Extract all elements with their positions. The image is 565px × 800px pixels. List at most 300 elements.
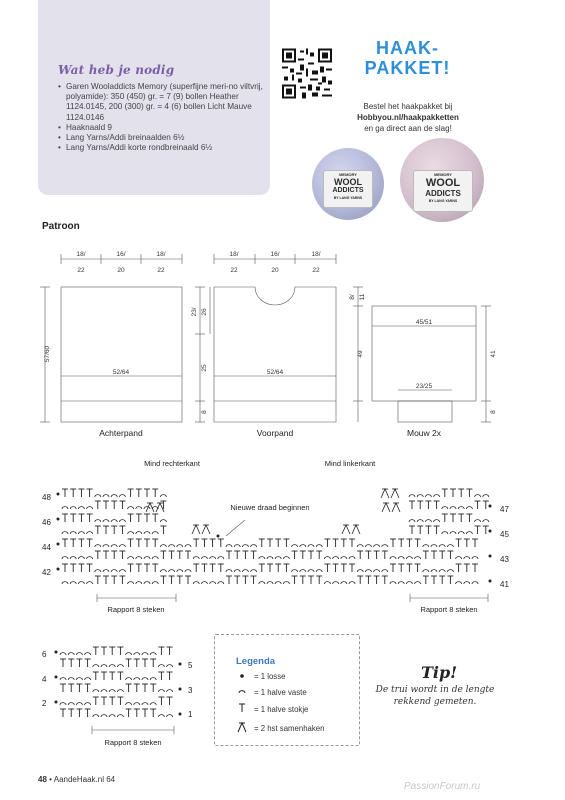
slip-stitch <box>466 507 472 509</box>
slip-stitch <box>109 665 115 667</box>
watermark: PassionForum.ru <box>404 781 481 792</box>
magazine-name: AandeHaak.nl 64 <box>53 775 116 784</box>
slip-stitch <box>300 570 306 572</box>
slip-stitch <box>70 532 76 534</box>
materials-title: Wat heb je nodig <box>58 63 175 77</box>
slip-stitch <box>117 665 123 667</box>
decrease-stitch <box>381 489 389 498</box>
chain-stitch <box>217 535 220 538</box>
slip-stitch <box>111 570 117 572</box>
page-number: 48 <box>38 775 47 784</box>
slip-stitch <box>417 520 423 522</box>
slip-stitch <box>101 690 107 692</box>
slip-stitch <box>150 678 156 680</box>
chart-note: Nieuwe draad beginnen <box>230 503 310 512</box>
decrease-stitch <box>202 525 210 534</box>
slip-stitch <box>431 570 437 572</box>
sleeve-label: Mouw 2x <box>406 428 442 438</box>
legend-item: = 1 halve vaste <box>254 688 307 697</box>
front-width-label: 52/64 <box>266 369 284 376</box>
slip-stitch <box>472 582 478 584</box>
slip-stitch <box>126 653 132 655</box>
slip-stitch <box>142 653 148 655</box>
slip-stitch <box>234 545 240 547</box>
chain-stitch <box>55 651 58 654</box>
slip-stitch <box>292 545 298 547</box>
slip-stitch <box>76 678 82 680</box>
slip-stitch <box>144 507 150 509</box>
slip-stitch <box>68 678 74 680</box>
slip-stitch <box>158 665 164 667</box>
back-width-label: 52/64 <box>112 369 130 376</box>
row-number: 42 <box>42 568 51 577</box>
row-number: 46 <box>42 518 51 527</box>
dim-label: 18/ <box>156 251 166 258</box>
slip-stitch <box>111 520 117 522</box>
footer-bullet: • <box>49 775 52 784</box>
slip-stitch <box>134 653 140 655</box>
slip-stitch <box>442 507 448 509</box>
slip-stitch <box>167 665 173 667</box>
qr-code-icon[interactable] <box>282 46 332 101</box>
front-rib-label: 8 <box>201 410 208 414</box>
slip-stitch <box>218 557 224 559</box>
dim-label: 18/ <box>311 251 321 258</box>
slip-stitch <box>169 570 175 572</box>
sleeve-height-label: 49 <box>357 350 364 358</box>
back-panel <box>61 287 182 422</box>
slip-stitch <box>111 495 117 497</box>
slip-stitch <box>425 495 431 497</box>
slip-stitch <box>62 532 68 534</box>
slip-stitch <box>357 545 363 547</box>
slip-stitch <box>95 495 101 497</box>
slip-stitch <box>308 545 314 547</box>
slip-stitch <box>406 557 412 559</box>
slip-stitch <box>160 495 166 497</box>
slip-stitch <box>78 557 84 559</box>
slip-stitch <box>136 507 142 509</box>
slip-stitch <box>431 545 437 547</box>
slip-stitch <box>242 570 248 572</box>
dim-label: 22 <box>312 267 320 274</box>
chain-stitch <box>57 518 60 521</box>
chain-stitch <box>57 493 60 496</box>
slip-stitch <box>475 520 481 522</box>
slip-stitch <box>349 582 355 584</box>
slip-stitch <box>134 678 140 680</box>
dim-label: 22 <box>230 267 238 274</box>
slip-stitch <box>210 582 216 584</box>
yarn-sub: BY LANG YARNS <box>333 196 363 200</box>
chain-stitch <box>489 505 492 508</box>
slip-stitch <box>374 545 380 547</box>
tip-title: Tip! <box>421 663 458 682</box>
slip-stitch <box>300 545 306 547</box>
slip-stitch <box>398 582 404 584</box>
slip-stitch <box>234 570 240 572</box>
slip-stitch <box>87 532 93 534</box>
slip-stitch <box>374 570 380 572</box>
tip-text: De trui wordt in de lengte rekkend gemeten. <box>375 685 495 707</box>
slip-stitch <box>60 678 66 680</box>
slip-stitch <box>93 690 99 692</box>
sleeve-cuff <box>398 401 452 422</box>
slip-stitch <box>160 570 166 572</box>
slip-stitch <box>126 678 132 680</box>
slip-stitch <box>365 545 371 547</box>
slip-stitch <box>117 690 123 692</box>
slip-stitch <box>398 557 404 559</box>
page-footer <box>38 775 115 784</box>
slip-stitch <box>152 532 158 534</box>
decrease-stitch <box>392 503 400 512</box>
slip-stitch <box>267 582 273 584</box>
half-double-icon <box>239 704 245 712</box>
slip-stitch <box>365 570 371 572</box>
slip-stitch <box>458 532 464 534</box>
yarn-brand: MEMORY <box>434 172 452 177</box>
slip-stitch <box>95 570 101 572</box>
sleeve-width2-label: 23/25 <box>415 383 433 390</box>
slip-stitch <box>167 715 173 717</box>
yarn-name: WOOL <box>425 177 461 189</box>
row-number: 1 <box>188 710 193 719</box>
slip-stitch <box>177 545 183 547</box>
chain-stitch <box>489 555 492 558</box>
slip-stitch <box>85 678 91 680</box>
slip-stitch <box>103 520 109 522</box>
legend-item: = 1 halve stokje <box>254 705 309 714</box>
row-number: 45 <box>500 530 509 539</box>
slip-stitch <box>78 507 84 509</box>
slip-stitch <box>333 582 339 584</box>
slip-stitch <box>128 582 134 584</box>
materials-item: • Haaknaald 9 <box>66 123 278 133</box>
slip-stitch <box>111 545 117 547</box>
slip-stitch <box>60 653 66 655</box>
slip-stitch <box>259 582 265 584</box>
chain-stitch <box>489 530 492 533</box>
slip-stitch <box>439 570 445 572</box>
slip-stitch <box>76 703 82 705</box>
slip-stitch <box>160 545 166 547</box>
slip-stitch <box>150 703 156 705</box>
chain-stitch <box>55 701 58 704</box>
dim-label: 18/ <box>76 251 86 258</box>
legend-item: = 1 losse <box>254 672 286 681</box>
repeat-label: Rapport 8 steken <box>420 605 478 614</box>
slip-stitch <box>87 557 93 559</box>
dim-label: 22 <box>157 267 165 274</box>
legend-symbols <box>236 670 356 740</box>
slip-stitch <box>218 582 224 584</box>
row-number: 43 <box>500 555 509 564</box>
slip-stitch <box>423 570 429 572</box>
slip-stitch <box>136 582 142 584</box>
slip-stitch <box>134 703 140 705</box>
slip-stitch <box>458 507 464 509</box>
slip-stitch <box>95 520 101 522</box>
slip-stitch <box>62 557 68 559</box>
slip-stitch <box>390 582 396 584</box>
yarn-name: ADDICTS <box>332 187 364 194</box>
chain-stitch <box>179 688 182 691</box>
slip-stitch <box>158 715 164 717</box>
slip-stitch <box>62 507 68 509</box>
slip-stitch <box>450 507 456 509</box>
slip-stitch <box>109 715 115 717</box>
yarn-name: ADDICTS <box>425 189 461 198</box>
slip-stitch <box>201 582 207 584</box>
slip-stitch <box>341 582 347 584</box>
slip-stitch <box>475 495 481 497</box>
slip-stitch <box>136 557 142 559</box>
slip-stitch <box>68 653 74 655</box>
slip-stitch <box>226 570 232 572</box>
slip-stitch <box>70 582 76 584</box>
back-label: Achterpand <box>99 428 143 438</box>
slip-stitch <box>85 653 91 655</box>
front-h1-label: 26 <box>201 308 208 316</box>
slip-stitch <box>62 582 68 584</box>
slip-stitch <box>464 582 470 584</box>
yarn-brand: MEMORY <box>339 172 357 177</box>
slip-stitch <box>78 532 84 534</box>
slip-stitch <box>144 532 150 534</box>
sleeve-rib-label: 8 <box>490 410 497 414</box>
slip-stitch <box>93 715 99 717</box>
slip-stitch <box>177 570 183 572</box>
yarn-label-mauve <box>413 170 473 212</box>
materials-item: • Garen Wooladdicts Memory (superfijne meri-no viltvrij, polyamide): 350 (450) gr. = 7 (9) bollen Heather 1124.0145, 200 (300) gr. = 4 (6) bollen Licht Mauve 1124.0146 <box>66 82 278 123</box>
slip-stitch <box>251 545 257 547</box>
slip-stitch <box>406 582 412 584</box>
slip-stitch <box>390 557 396 559</box>
slip-stitch <box>357 570 363 572</box>
yarn-name: WOOL <box>334 177 362 187</box>
chain-stitch <box>55 676 58 679</box>
slip-stitch <box>447 570 453 572</box>
decrease-stitch <box>192 525 200 534</box>
slip-stitch <box>292 570 298 572</box>
slip-stitch <box>483 495 489 497</box>
slip-stitch <box>456 582 462 584</box>
slip-stitch <box>450 532 456 534</box>
pattern-heading: Patroon <box>42 221 80 232</box>
chain-icon <box>240 674 244 678</box>
slip-stitch <box>417 495 423 497</box>
legend-item: = 2 hst samenhaken <box>254 724 325 733</box>
slip-stitch <box>349 557 355 559</box>
kit-text-line1: Bestel het haakpakket bij <box>363 102 453 111</box>
slip-stitch <box>144 582 150 584</box>
slip-stitch <box>101 715 107 717</box>
slip-stitch <box>409 520 415 522</box>
slip-stitch <box>442 532 448 534</box>
kit-title-line1: HAAK- <box>376 38 439 58</box>
slip-stitch <box>70 507 76 509</box>
slip-stitch <box>251 570 257 572</box>
slip-stitch <box>382 545 388 547</box>
slip-stitch <box>101 665 107 667</box>
materials-item: • Lang Yarns/Addi breinaalden 6½ <box>66 133 278 143</box>
back-height-label: 57/60 <box>44 345 51 363</box>
slip-stitch <box>128 557 134 559</box>
slip-stitch <box>185 545 191 547</box>
slip-stitch <box>78 582 84 584</box>
slip-stitch <box>275 582 281 584</box>
slip-stitch <box>193 557 199 559</box>
slip-stitch <box>76 653 82 655</box>
slip-stitch <box>93 665 99 667</box>
slip-stitch <box>283 557 289 559</box>
slip-stitch <box>447 545 453 547</box>
slip-stitch <box>423 545 429 547</box>
slip-stitch <box>267 557 273 559</box>
row-number: 41 <box>500 580 509 589</box>
slip-stitch <box>210 557 216 559</box>
dim-label: 20 <box>271 267 279 274</box>
dim-label: 16/ <box>270 251 280 258</box>
slip-stitch <box>308 570 314 572</box>
slip-stitch <box>316 570 322 572</box>
stitch-chart-2 <box>0 645 210 755</box>
slip-stitch <box>144 557 150 559</box>
sleeve-height2-label: 41 <box>490 350 497 358</box>
materials-list <box>56 82 278 153</box>
slip-stitch <box>259 557 265 559</box>
row-number: 44 <box>42 543 51 552</box>
row-number: 2 <box>42 699 47 708</box>
stitch-chart-1 <box>0 450 565 620</box>
slip-stitch <box>409 495 415 497</box>
slip-stitch <box>103 495 109 497</box>
slip-stitch <box>142 678 148 680</box>
repeat-label: Rapport 8 steken <box>107 605 165 614</box>
slip-stitch <box>128 532 134 534</box>
decrease-stitch <box>342 525 350 534</box>
chain-stitch <box>57 568 60 571</box>
slip-stitch <box>160 520 166 522</box>
dim-label: 16/ <box>116 251 126 258</box>
slip-stitch <box>226 545 232 547</box>
slip-stitch <box>103 570 109 572</box>
slip-stitch <box>275 557 281 559</box>
row-number: 47 <box>500 505 509 514</box>
slip-stitch <box>103 545 109 547</box>
slip-stitch <box>333 557 339 559</box>
slip-stitch <box>136 532 142 534</box>
decrease-icon <box>238 723 246 732</box>
slip-stitch <box>119 570 125 572</box>
slip-stitch <box>425 520 431 522</box>
dim-label: 18/ <box>229 251 239 258</box>
slip-stitch <box>152 557 158 559</box>
slip-stitch <box>87 582 93 584</box>
slip-stitch <box>150 653 156 655</box>
kit-title <box>355 38 460 78</box>
stitch-grid <box>55 647 182 717</box>
repeat-label: Rapport 8 steken <box>104 738 162 747</box>
slip-stitch <box>119 545 125 547</box>
slip-stitch <box>126 703 132 705</box>
slip-stitch <box>70 557 76 559</box>
decrease-stitch <box>352 525 360 534</box>
front-h2-label: 25 <box>201 364 208 372</box>
slip-stitch <box>169 545 175 547</box>
front-panel <box>214 287 336 422</box>
row-number: 48 <box>42 493 51 502</box>
chain-stitch <box>489 580 492 583</box>
slip-stitch <box>185 570 191 572</box>
decrease-stitch <box>391 489 399 498</box>
slip-stitch <box>242 545 248 547</box>
slip-stitch <box>324 557 330 559</box>
slip-stitch <box>434 495 440 497</box>
slip-stitch <box>193 582 199 584</box>
kit-title-line2: PAKKET! <box>364 58 451 78</box>
slip-stitch <box>95 545 101 547</box>
schematic-diagram <box>0 240 565 440</box>
slip-stitch <box>142 703 148 705</box>
slip-stitch <box>152 582 158 584</box>
sleeve-top-label: 8/ <box>349 294 356 300</box>
row-number: 6 <box>42 650 47 659</box>
decrease-stitch <box>382 503 390 512</box>
kit-link[interactable]: Hobbyou.nl/haakpakketten <box>357 113 459 122</box>
slip-stitch <box>439 545 445 547</box>
slip-stitch <box>464 557 470 559</box>
slip-stitch-icon <box>239 691 245 693</box>
slip-stitch <box>483 520 489 522</box>
slip-stitch <box>60 703 66 705</box>
slip-stitch <box>68 703 74 705</box>
slip-stitch <box>316 545 322 547</box>
sleeve-width1-label: 45/51 <box>415 319 433 326</box>
chart-note: Mind linkerkant <box>324 459 376 468</box>
sleeve-top2-label: 11 <box>359 293 366 301</box>
chain-stitch <box>179 713 182 716</box>
slip-stitch <box>87 507 93 509</box>
dim-label: 20 <box>117 267 125 274</box>
slip-stitch <box>415 582 421 584</box>
yarn-sub: BY LANG YARNS <box>428 199 458 203</box>
materials-item: • Lang Yarns/Addi korte rondbreinaald 6½ <box>66 143 278 153</box>
slip-stitch <box>341 557 347 559</box>
front-label: Voorpand <box>256 428 294 438</box>
slip-stitch <box>456 557 462 559</box>
legend-title: Legenda <box>236 656 276 667</box>
slip-stitch <box>415 557 421 559</box>
slip-stitch <box>117 715 123 717</box>
chain-stitch <box>179 663 182 666</box>
slip-stitch <box>201 557 207 559</box>
slip-stitch <box>158 690 164 692</box>
slip-stitch <box>128 507 134 509</box>
kit-description <box>344 101 472 134</box>
dim-label: 22 <box>77 267 85 274</box>
row-number: 4 <box>42 675 47 684</box>
slip-stitch <box>109 690 115 692</box>
slip-stitch <box>472 557 478 559</box>
slip-stitch <box>434 520 440 522</box>
row-number: 3 <box>188 686 193 695</box>
slip-stitch <box>167 690 173 692</box>
slip-stitch <box>119 495 125 497</box>
slip-stitch <box>466 532 472 534</box>
slip-stitch <box>283 582 289 584</box>
